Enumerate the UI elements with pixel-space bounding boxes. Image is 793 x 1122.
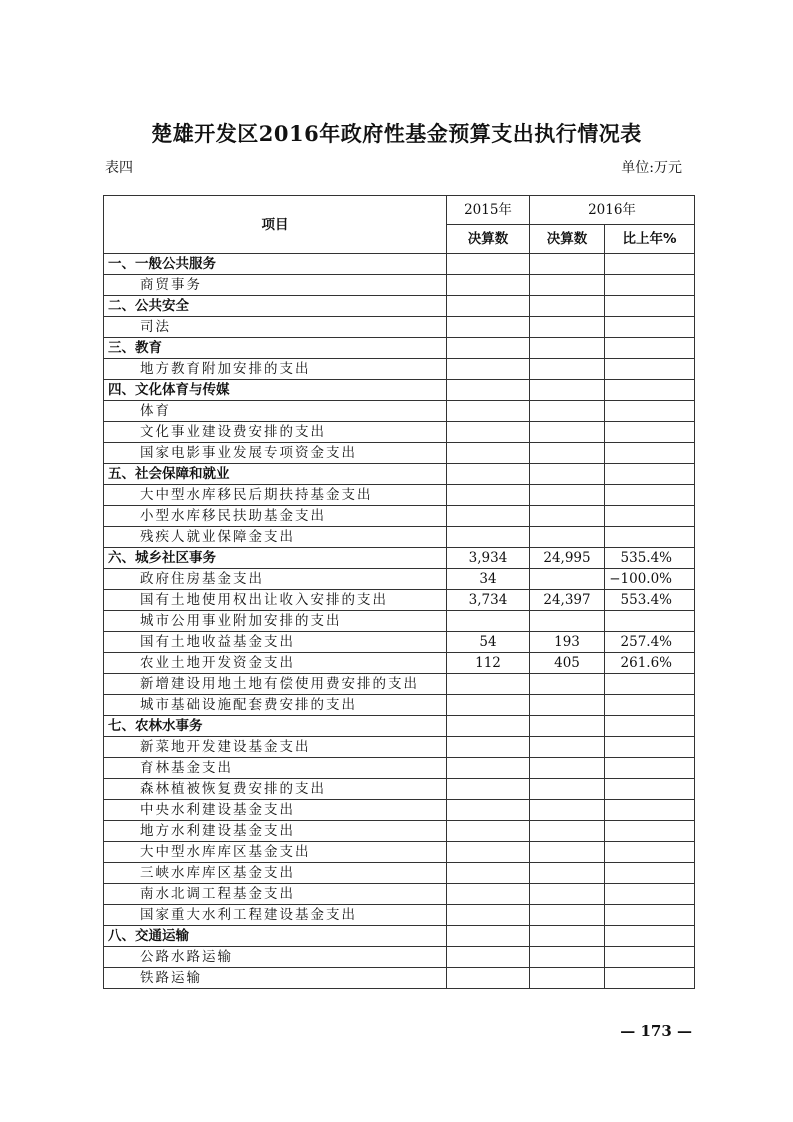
table-row (104, 695, 695, 716)
value-2016 (530, 506, 605, 527)
item-label: 四、文化体育与传媒 (104, 380, 447, 401)
value-2015 (447, 527, 530, 548)
unit-label: 单位:万元 (621, 160, 682, 176)
item-label: 商贸事务 (104, 275, 447, 296)
item-label: 农业土地开发资金支出 (104, 653, 447, 674)
change-pct (605, 716, 695, 737)
item-label: 国有土地收益基金支出 (104, 632, 447, 653)
change-pct (605, 947, 695, 968)
item-label: 五、社会保障和就业 (104, 464, 447, 485)
value-2016 (530, 611, 605, 632)
value-2015 (447, 296, 530, 317)
table-row (104, 842, 695, 863)
item-label: 二、公共安全 (104, 296, 447, 317)
item-label: 南水北调工程基金支出 (104, 884, 447, 905)
value-2015 (447, 611, 530, 632)
value-2016 (530, 716, 605, 737)
value-2015 (447, 863, 530, 884)
value-2015 (447, 800, 530, 821)
item-label: 三、教育 (104, 338, 447, 359)
value-2015 (447, 443, 530, 464)
change-pct (605, 401, 695, 422)
value-2016 (530, 422, 605, 443)
item-label: 文化事业建设费安排的支出 (104, 422, 447, 443)
value-2016 (530, 926, 605, 947)
table-row (104, 359, 695, 380)
change-pct: 535.4% (605, 548, 695, 569)
header-item: 项目 (104, 196, 447, 254)
value-2016 (530, 695, 605, 716)
item-label: 城市公用事业附加安排的支出 (104, 611, 447, 632)
table-row (104, 653, 695, 674)
page-title: 楚雄开发区2016年政府性基金预算支出执行情况表 (151, 121, 642, 146)
value-2016: 405 (530, 653, 605, 674)
change-pct (605, 254, 695, 275)
table-row (104, 527, 695, 548)
item-label: 八、交通运输 (104, 926, 447, 947)
change-pct (605, 758, 695, 779)
table-row (104, 632, 695, 653)
change-pct (605, 926, 695, 947)
item-label: 大中型水库库区基金支出 (104, 842, 447, 863)
value-2015 (447, 254, 530, 275)
value-2016 (530, 821, 605, 842)
table-row (104, 506, 695, 527)
item-label: 国有土地使用权出让收入安排的支出 (104, 590, 447, 611)
value-2016 (530, 884, 605, 905)
item-label: 森林植被恢复费安排的支出 (104, 779, 447, 800)
value-2015 (447, 926, 530, 947)
change-pct: 553.4% (605, 590, 695, 611)
table-row (104, 611, 695, 632)
change-pct (605, 338, 695, 359)
item-label: 国家重大水利工程建设基金支出 (104, 905, 447, 926)
value-2015 (447, 968, 530, 989)
category-row (104, 548, 695, 569)
table-row (104, 401, 695, 422)
header-year-2016: 2016年 (530, 196, 695, 225)
header-change-pct: 比上年% (605, 225, 695, 254)
value-2016 (530, 359, 605, 380)
category-row (104, 338, 695, 359)
value-2016 (530, 338, 605, 359)
value-2016 (530, 275, 605, 296)
value-2016 (530, 905, 605, 926)
item-label: 地方教育附加安排的支出 (104, 359, 447, 380)
value-2015 (447, 779, 530, 800)
item-label: 体育 (104, 401, 447, 422)
value-2015 (447, 380, 530, 401)
item-label: 公路水路运输 (104, 947, 447, 968)
table-row (104, 485, 695, 506)
value-2016 (530, 779, 605, 800)
value-2015 (447, 401, 530, 422)
header-year-2015: 2015年 (447, 196, 530, 225)
value-2015 (447, 485, 530, 506)
change-pct (605, 611, 695, 632)
item-label: 新菜地开发建设基金支出 (104, 737, 447, 758)
value-2016 (530, 485, 605, 506)
value-2015: 3,734 (447, 590, 530, 611)
value-2015 (447, 317, 530, 338)
change-pct (605, 380, 695, 401)
value-2015 (447, 695, 530, 716)
category-row (104, 296, 695, 317)
table-row (104, 905, 695, 926)
table-row (104, 968, 695, 989)
budget-table (103, 195, 695, 989)
item-label: 城市基础设施配套费安排的支出 (104, 695, 447, 716)
table-row (104, 590, 695, 611)
change-pct (605, 674, 695, 695)
item-label: 小型水库移民扶助基金支出 (104, 506, 447, 527)
change-pct (605, 275, 695, 296)
change-pct (605, 737, 695, 758)
value-2016 (530, 527, 605, 548)
value-2016 (530, 443, 605, 464)
table-row (104, 863, 695, 884)
change-pct: 261.6% (605, 653, 695, 674)
change-pct (605, 296, 695, 317)
value-2016 (530, 863, 605, 884)
item-label: 六、城乡社区事务 (104, 548, 447, 569)
value-2016: 24,397 (530, 590, 605, 611)
change-pct (605, 884, 695, 905)
value-2015: 34 (447, 569, 530, 590)
change-pct (605, 800, 695, 821)
page-number: — 173 — (620, 1022, 692, 1040)
item-label: 三峡水库库区基金支出 (104, 863, 447, 884)
header-row-years (104, 196, 695, 225)
value-2015 (447, 947, 530, 968)
category-row (104, 380, 695, 401)
category-row (104, 464, 695, 485)
value-2016 (530, 254, 605, 275)
value-2015: 3,934 (447, 548, 530, 569)
item-label: 铁路运输 (104, 968, 447, 989)
value-2015 (447, 716, 530, 737)
change-pct (605, 485, 695, 506)
item-label: 七、农林水事务 (104, 716, 447, 737)
value-2016 (530, 758, 605, 779)
value-2015 (447, 842, 530, 863)
change-pct (605, 968, 695, 989)
item-label: 大中型水库移民后期扶持基金支出 (104, 485, 447, 506)
table-row (104, 779, 695, 800)
item-label: 司法 (104, 317, 447, 338)
table-row (104, 821, 695, 842)
value-2015 (447, 905, 530, 926)
value-2015 (447, 338, 530, 359)
value-2016 (530, 674, 605, 695)
value-2015 (447, 674, 530, 695)
value-2016 (530, 947, 605, 968)
value-2016 (530, 737, 605, 758)
table-row (104, 800, 695, 821)
category-row (104, 716, 695, 737)
table-row (104, 947, 695, 968)
change-pct (605, 422, 695, 443)
table-row (104, 884, 695, 905)
change-pct (605, 443, 695, 464)
table-row (104, 422, 695, 443)
value-2015 (447, 821, 530, 842)
item-label: 残疾人就业保障金支出 (104, 527, 447, 548)
value-2016 (530, 842, 605, 863)
change-pct (605, 359, 695, 380)
table-row (104, 569, 695, 590)
category-row (104, 926, 695, 947)
value-2016 (530, 317, 605, 338)
item-label: 政府住房基金支出 (104, 569, 447, 590)
value-2015: 112 (447, 653, 530, 674)
value-2015 (447, 884, 530, 905)
value-2016 (530, 296, 605, 317)
value-2016 (530, 401, 605, 422)
item-label: 国家电影事业发展专项资金支出 (104, 443, 447, 464)
item-label: 育林基金支出 (104, 758, 447, 779)
value-2016 (530, 800, 605, 821)
table-body (104, 254, 695, 989)
value-2015 (447, 275, 530, 296)
header-2016-actual: 决算数 (530, 225, 605, 254)
value-2016 (530, 968, 605, 989)
table-row (104, 317, 695, 338)
change-pct (605, 317, 695, 338)
value-2016 (530, 569, 605, 590)
category-row (104, 254, 695, 275)
table-row (104, 758, 695, 779)
value-2016: 24,995 (530, 548, 605, 569)
table-label: 表四 (105, 160, 133, 176)
value-2015 (447, 758, 530, 779)
change-pct (605, 695, 695, 716)
change-pct (605, 779, 695, 800)
item-label: 新增建设用地土地有偿使用费安排的支出 (104, 674, 447, 695)
change-pct (605, 464, 695, 485)
table-row (104, 443, 695, 464)
value-2016: 193 (530, 632, 605, 653)
change-pct: 257.4% (605, 632, 695, 653)
table-row (104, 275, 695, 296)
value-2015 (447, 359, 530, 380)
change-pct (605, 506, 695, 527)
header-2015-actual: 决算数 (447, 225, 530, 254)
value-2016 (530, 380, 605, 401)
change-pct (605, 905, 695, 926)
change-pct: −100.0% (605, 569, 695, 590)
change-pct (605, 842, 695, 863)
value-2016 (530, 464, 605, 485)
item-label: 一、一般公共服务 (104, 254, 447, 275)
value-2015 (447, 506, 530, 527)
item-label: 地方水利建设基金支出 (104, 821, 447, 842)
value-2015 (447, 464, 530, 485)
value-2015 (447, 737, 530, 758)
value-2015 (447, 422, 530, 443)
change-pct (605, 527, 695, 548)
table-row (104, 737, 695, 758)
change-pct (605, 821, 695, 842)
table-row (104, 674, 695, 695)
item-label: 中央水利建设基金支出 (104, 800, 447, 821)
change-pct (605, 863, 695, 884)
value-2015: 54 (447, 632, 530, 653)
